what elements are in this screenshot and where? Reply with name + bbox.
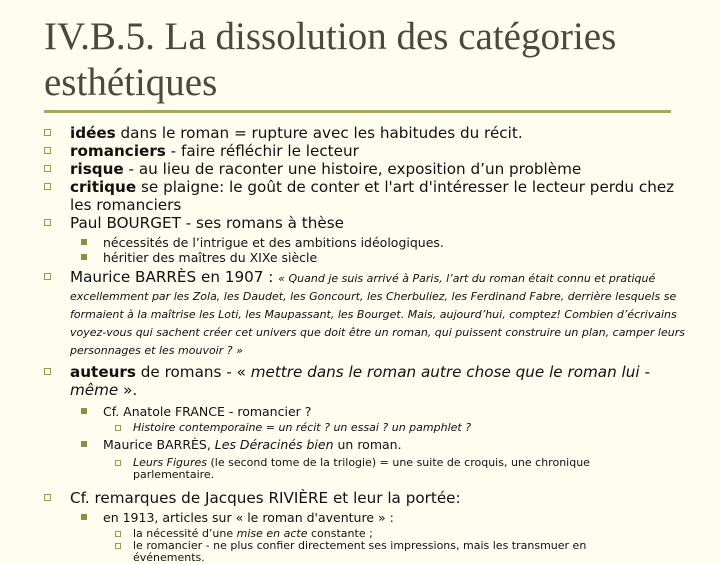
histoire-text: Histoire contemporaine = un récit ? un essai ? un pamphlet ? bbox=[133, 421, 472, 434]
mise-post: constante ; bbox=[307, 527, 373, 540]
filled-square-bullet-icon bbox=[81, 254, 87, 260]
term-critique: critique bbox=[70, 178, 137, 196]
bullet-romanciers bbox=[0, 142, 720, 160]
france-text: Cf. Anatole FRANCE - romancier ? bbox=[103, 404, 312, 419]
filled-square-bullet-icon bbox=[81, 514, 87, 520]
square-bullet-icon bbox=[115, 460, 121, 466]
sub-bullet-france bbox=[0, 404, 720, 419]
sub-bullet-bourget-2 bbox=[0, 250, 720, 265]
bullet-barres-1907 bbox=[0, 268, 720, 358]
auteurs-end: ». bbox=[118, 381, 138, 399]
filled-square-bullet-icon bbox=[81, 408, 87, 414]
deracines-title: Les Déracinés bien bbox=[214, 437, 334, 452]
critique-text: se plaigne: le goût de conter et l'art d'intéresser le lecteur perdu chez les romanciers bbox=[70, 178, 675, 214]
riviere-text: Cf. remarques de Jacques RIVIÈRE et leur la portée: bbox=[70, 489, 461, 507]
auteurs-mid: de romans - « bbox=[135, 363, 251, 381]
bullet-risque bbox=[0, 160, 720, 178]
filled-square-bullet-icon bbox=[81, 441, 87, 447]
bullet-riviere bbox=[0, 489, 720, 507]
bourget-sub-1: nécessités de l’intrigue et des ambitions idéologiques. bbox=[103, 235, 444, 250]
title-divider bbox=[44, 110, 671, 113]
sub-sub-bullet-figures bbox=[0, 457, 720, 481]
bullet-auteurs bbox=[0, 363, 720, 399]
sub-sub-bullet-transmuer bbox=[0, 540, 720, 564]
deracines-pre: Maurice BARRÈS, bbox=[103, 437, 215, 452]
square-bullet-icon bbox=[44, 183, 51, 190]
square-bullet-icon bbox=[44, 273, 51, 280]
square-bullet-icon bbox=[115, 543, 121, 549]
risque-text: - au lieu de raconter une histoire, exposition d’un problème bbox=[123, 160, 582, 178]
term-ideas: idées bbox=[70, 124, 116, 142]
bullet-ideas bbox=[0, 124, 720, 142]
sub-bullet-1913 bbox=[0, 510, 720, 525]
deracines-post: un roman. bbox=[333, 437, 402, 452]
barres-quote: « Quand je suis arrivé à Paris, l’art du roman était connu et pratiqué excellemment par les Zola, les Daudet, les Goncourt, les Cherbuliez, les Ferdinand Fabre, derrière lesquels se formaient à la maîtrise les Loti, les Maupassant, les Bourget. Mais, aujourd’hui, comptez! Combien d’écrivains voyez-vous qui sachent créer cet univers que doit être un roman, qui puissent construire un plan, camper leurs personnages et les mouvoir ? » bbox=[70, 272, 685, 357]
bourget-text: Paul BOURGET - ses romans à thèse bbox=[70, 214, 344, 232]
ideas-text: dans le roman = rupture avec les habitudes du récit. bbox=[115, 124, 523, 142]
mise-en-acte: mise en acte bbox=[236, 527, 308, 540]
square-bullet-icon bbox=[44, 494, 51, 501]
sub-bullet-deracines bbox=[0, 437, 720, 452]
barres-intro: Maurice BARRÈS en 1907 : bbox=[70, 268, 279, 286]
articles-1913-text: en 1913, articles sur « le roman d'aventure » : bbox=[103, 510, 394, 525]
mise-pre: la nécessité d’une bbox=[133, 527, 237, 540]
square-bullet-icon bbox=[44, 165, 51, 172]
bourget-sub-2: héritier des maîtres du XIXe siècle bbox=[103, 250, 318, 265]
sub-sub-bullet-histoire bbox=[0, 422, 720, 434]
transmuer-text: le romancier - ne plus confier directement ses impressions, mais les transmuer en événements. bbox=[133, 539, 587, 564]
figures-title: Leurs Figures bbox=[133, 456, 207, 469]
square-bullet-icon bbox=[44, 129, 51, 136]
slide-title: IV.B.5. La dissolution des catégories esthétiques bbox=[44, 15, 617, 104]
bullet-critique bbox=[0, 178, 720, 214]
term-risque: risque bbox=[70, 160, 124, 178]
square-bullet-icon bbox=[44, 219, 51, 226]
term-romanciers: romanciers bbox=[70, 142, 166, 160]
slide-content bbox=[0, 124, 720, 564]
filled-square-bullet-icon bbox=[81, 239, 87, 245]
figures-text: (le second tome de la trilogie) = une suite de croquis, une chronique parlementaire. bbox=[133, 456, 590, 481]
square-bullet-icon bbox=[115, 531, 121, 537]
square-bullet-icon bbox=[115, 425, 121, 431]
square-bullet-icon bbox=[44, 147, 51, 154]
square-bullet-icon bbox=[44, 368, 51, 375]
sub-bullet-bourget-1 bbox=[0, 235, 720, 250]
term-auteurs: auteurs bbox=[70, 363, 136, 381]
auteurs-quote: mettre dans le roman autre chose que le roman lui -même bbox=[70, 363, 650, 399]
bullet-bourget bbox=[0, 214, 720, 232]
romanciers-text: - faire réfléchir le lecteur bbox=[165, 142, 359, 160]
